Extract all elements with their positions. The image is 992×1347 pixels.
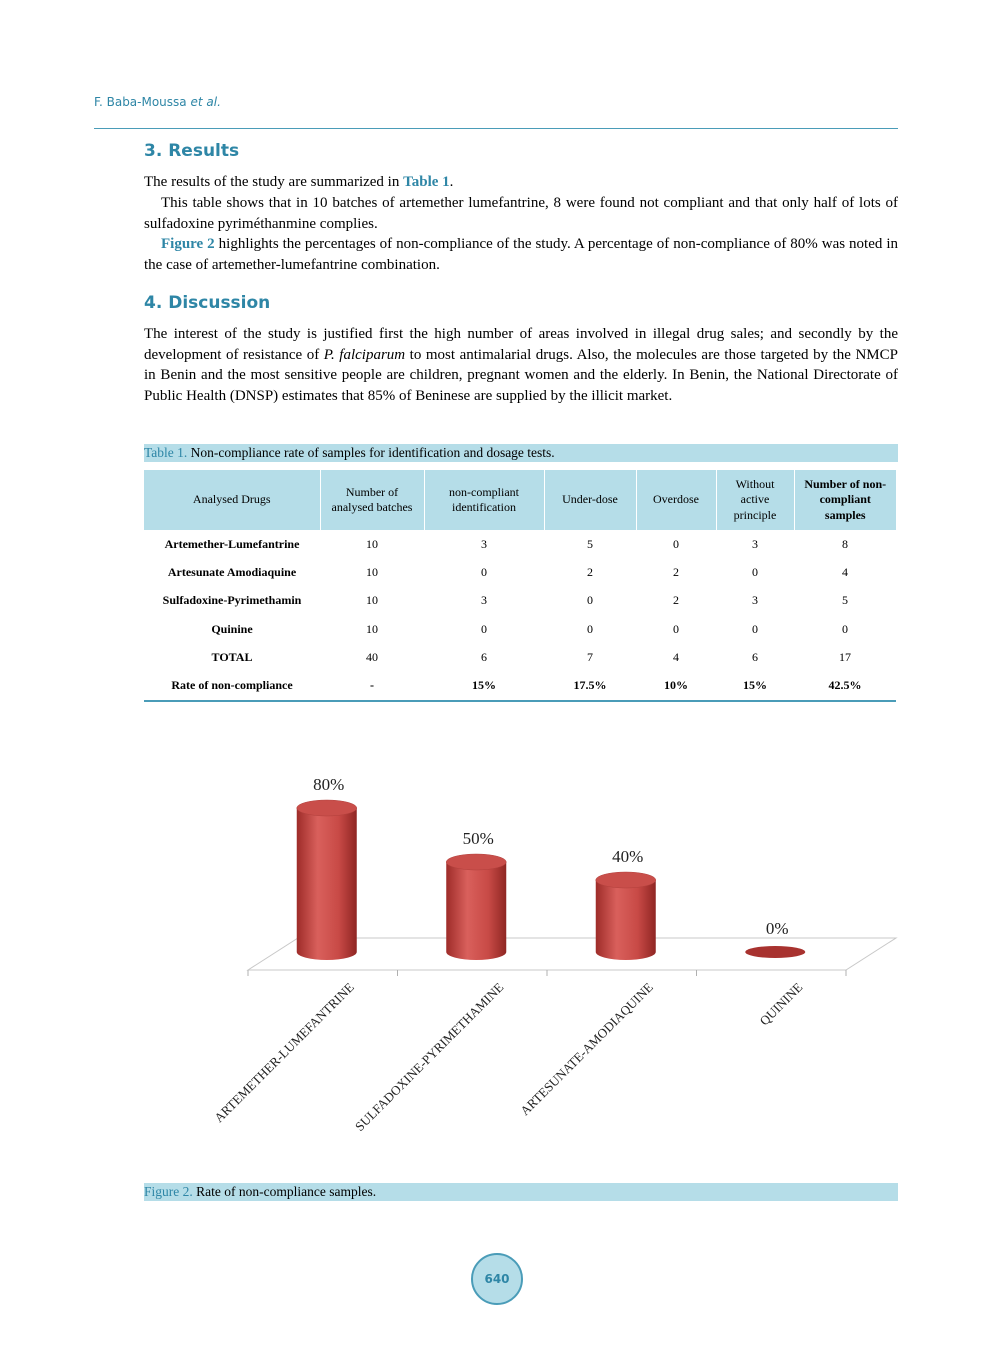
table-cell: 6	[752, 649, 758, 664]
table-cell: 17.5%	[544, 671, 636, 700]
table-cell: 0	[752, 621, 758, 636]
table-cell: 0	[587, 621, 593, 636]
table-cell: 10	[366, 621, 378, 636]
table-row	[144, 530, 896, 558]
table-cell: 8	[842, 536, 848, 551]
table-row-rate	[144, 671, 896, 700]
bar-body	[596, 880, 656, 960]
discussion-paragraph: The interest of the study is justified first the high number of areas involved in illegal drug sales; and secondly by the development of resistance of P. falciparum to most antimalarial drugs. Also, the molecules are those targeted by the NMCP in Benin and the most sensitive people are children, pregnant women and the elderly. In Benin, the National Directorate of Public Health (DNSP) estimates that 85% of Beninese are supplied by the illicit market.	[144, 326, 898, 404]
table-cell: 40	[366, 649, 378, 664]
table-cell: 10	[366, 564, 378, 579]
bar-top	[745, 946, 805, 958]
table-cell: 17	[839, 649, 851, 664]
bar-top	[446, 854, 506, 870]
results-paragraph-3: Figure 2 highlights the percentages of non-compliance of the study. A percentage of non-compliance of 80% was noted in the case of artemether-lumefantrine combination.	[144, 236, 898, 273]
header-analysed-drugs: Analysed Drugs	[144, 470, 320, 530]
table-cell: -	[320, 671, 424, 700]
discussion-heading: 4. Discussion	[144, 293, 271, 313]
figure-2-caption	[144, 1183, 898, 1201]
table-cell: 15%	[716, 671, 794, 700]
table-cell: 42.5%	[794, 671, 896, 700]
header-non-compliant-identification: non-compliant identification	[424, 470, 544, 530]
table-cell: 3	[752, 593, 758, 608]
category-label: ARTEMETHER-LUMEFANTRINE	[211, 979, 357, 1126]
category-label: SULFADOXINE-PYRIMETHAMINE	[351, 979, 507, 1134]
table-cell: 2	[673, 564, 679, 579]
category-label: QUININE	[756, 979, 806, 1029]
header-author: F. Baba-Moussa	[94, 95, 187, 109]
table-cell: Rate of non-compliance	[144, 671, 320, 700]
value-label: 80%	[313, 775, 345, 794]
header-overdose: Overdose	[636, 470, 716, 530]
non-compliance-table	[144, 470, 896, 702]
header-etal: et al.	[190, 95, 221, 109]
table-cell: Artesunate Amodiaquine	[167, 564, 297, 579]
bar-body	[446, 862, 506, 960]
table-cell: 0	[752, 564, 758, 579]
header-under-dose: Under-dose	[544, 470, 636, 530]
table-cell: 10%	[636, 671, 716, 700]
table-cell: 4	[673, 649, 679, 664]
bar	[297, 800, 357, 960]
category-label: ARTESUNATE-AMODIAQUINE	[517, 979, 656, 1119]
chart-category-labels	[211, 979, 805, 1133]
running-header	[94, 95, 221, 109]
table-1-caption-text: Non-compliance rate of samples for identification and dosage tests.	[187, 445, 555, 460]
table-row	[144, 558, 896, 586]
value-label: 0%	[765, 919, 789, 938]
table-cell: 0	[673, 536, 679, 551]
table-row	[144, 615, 896, 643]
table-cell: 10	[366, 536, 378, 551]
table-cell: 15%	[424, 671, 544, 700]
results-paragraph-2: This table shows that in 10 batches of artemether lumefantrine, 8 were found not compliant and that only half of lots of sulfadoxine pyriméthanmine complies.	[144, 195, 898, 232]
table-cell: 4	[842, 564, 848, 579]
table-cell: 0	[481, 621, 487, 636]
table-cell: 5	[587, 536, 593, 551]
table-cell: 0	[673, 621, 679, 636]
table-cell: 2	[673, 593, 679, 608]
chart-bars	[297, 800, 806, 960]
table-cell: 7	[587, 649, 593, 664]
table-1-caption	[144, 444, 898, 462]
pathogen-name: P. falciparum	[323, 346, 406, 363]
table-row	[144, 587, 896, 615]
table-cell: 3	[481, 536, 487, 551]
table-cell: 3	[481, 593, 487, 608]
non-compliance-bar-chart	[144, 720, 904, 1180]
bar-top	[297, 800, 357, 816]
table-cell: 0	[842, 621, 848, 636]
value-label: 40%	[612, 847, 644, 866]
bar	[446, 854, 506, 960]
table-cell: 0	[481, 564, 487, 579]
figure-2-caption-text: Rate of non-compliance samples.	[192, 1184, 377, 1199]
bar-body	[297, 808, 357, 960]
header-divider	[94, 128, 898, 129]
bar-top	[596, 872, 656, 888]
header-without-active-principle: Without active principle	[716, 470, 794, 530]
bar	[596, 872, 656, 960]
figure-2-link[interactable]: Figure 2	[161, 236, 215, 252]
chart-value-labels	[313, 775, 788, 938]
table-row-total	[144, 643, 896, 671]
header-analysed-batches: Number of analysed batches	[320, 470, 424, 530]
table-cell: 0	[587, 593, 593, 608]
page-number: 640	[471, 1253, 523, 1305]
table-cell: 2	[587, 564, 593, 579]
table-1-link[interactable]: Table 1	[403, 174, 450, 190]
table-cell: Artemether-Lumefantrine	[164, 536, 300, 551]
table-cell: 10	[366, 593, 378, 608]
table-header-row	[144, 470, 896, 530]
table-cell: 5	[842, 593, 848, 608]
header-non-compliant-samples: Number of non-compliant samples	[794, 470, 896, 530]
table-cell: 3	[752, 536, 758, 551]
results-paragraph-1: The results of the study are summarized in Table 1.	[144, 174, 454, 190]
results-heading: 3. Results	[144, 141, 240, 161]
table-1-caption-label: Table 1.	[144, 445, 188, 460]
table-cell: 6	[481, 649, 487, 664]
value-label: 50%	[462, 829, 494, 848]
table-cell: Sulfadoxine-Pyrimethamin	[162, 593, 302, 608]
table-cell: Quinine	[211, 621, 253, 636]
bar	[745, 946, 805, 958]
table-cell: TOTAL	[211, 649, 253, 664]
figure-2-caption-label: Figure 2.	[144, 1184, 193, 1199]
